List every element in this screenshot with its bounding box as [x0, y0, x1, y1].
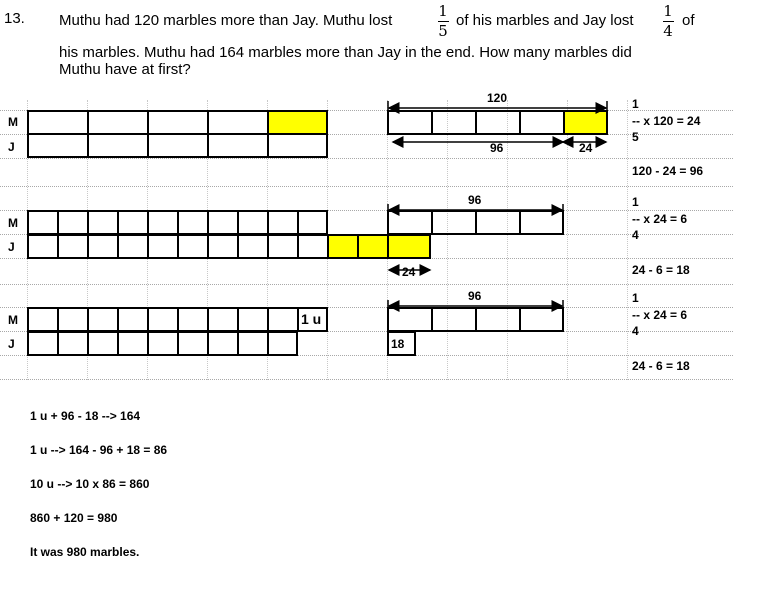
working-line-1: 1 u + 96 - 18 --> 164 [30, 409, 141, 423]
diagram3-box-18-label: 18 [391, 337, 405, 351]
label-m-1: M [8, 115, 18, 129]
diagram2-calc-line: -- x 24 = 6 [632, 212, 688, 226]
diagram3-top-arrow [388, 300, 563, 310]
label-m-2: M [8, 216, 18, 230]
diagram1-top-label: 120 [487, 91, 508, 105]
label-j-1: J [8, 140, 15, 154]
diagram3-calc-num: 1 [632, 291, 639, 305]
diagram1-top-arrow [388, 101, 607, 112]
diagram2-seg-24: 24 [402, 265, 416, 279]
diagram3-calc-line: -- x 24 = 6 [632, 308, 688, 322]
fraction2-denominator: 4 [663, 22, 673, 40]
diagram3-top-label: 96 [468, 289, 482, 303]
diagram1-calc-line: -- x 120 = 24 [632, 114, 701, 128]
working-line-3: 10 u --> 10 x 86 = 860 [30, 477, 150, 491]
diagram1-calc-num: 1 [632, 97, 639, 111]
working-answer: It was 980 marbles. [30, 545, 140, 559]
working-line-2: 1 u --> 164 - 96 + 18 = 86 [30, 443, 168, 457]
fraction1-denominator: 5 [438, 22, 448, 40]
diagram2-top-arrow [388, 204, 563, 214]
question-line1-c: of [682, 12, 695, 29]
diagram3-calc2: 24 - 6 = 18 [632, 359, 690, 373]
question-line1-a: Muthu had 120 marbles more than Jay. Muthu lost [59, 12, 393, 29]
label-j-3: J [8, 337, 15, 351]
diagram2-top-label: 96 [468, 193, 482, 207]
fraction2-numerator: 1 [663, 2, 673, 20]
diagram3-calc-den: 4 [632, 324, 639, 338]
working-line-4: 860 + 120 = 980 [30, 511, 118, 525]
diagram1-calc-den: 5 [632, 130, 639, 144]
question-line3: Muthu have at first? [59, 61, 191, 78]
diagram1-calc2: 120 - 24 = 96 [632, 164, 704, 178]
diagram3-unit-label: 1 u [301, 311, 322, 327]
diagram1-seg-96: 96 [490, 141, 504, 155]
question-line2: his marbles. Muthu had 164 marbles more than Jay in the end. How many marbles did [59, 44, 632, 61]
question-number: 13. [4, 10, 25, 27]
diagram2-calc-den: 4 [632, 228, 639, 242]
diagram1-seg-24: 24 [579, 141, 593, 155]
question-line1-b: of his marbles and Jay lost [456, 12, 634, 29]
label-j-2: J [8, 240, 15, 254]
fraction1-numerator: 1 [438, 2, 448, 20]
label-m-3: M [8, 313, 18, 327]
diagram2-calc2: 24 - 6 = 18 [632, 263, 690, 277]
diagram2-calc-num: 1 [632, 195, 639, 209]
